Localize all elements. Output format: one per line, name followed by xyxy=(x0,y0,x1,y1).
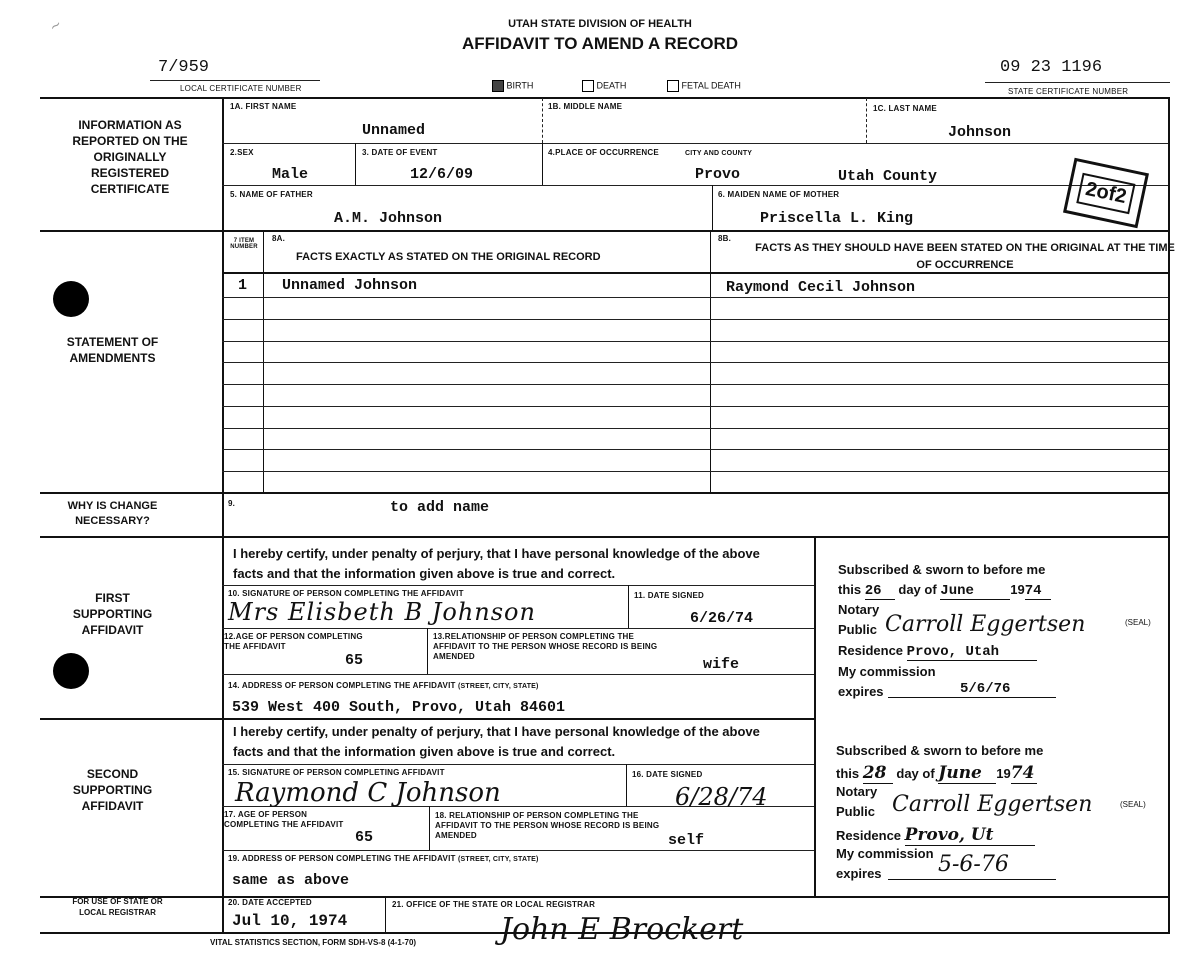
second-rel-value: self xyxy=(668,832,705,849)
notary2-public: Public xyxy=(836,804,876,819)
notary1-year-prefix: 19 xyxy=(1010,582,1025,597)
notary1-day-of: day of xyxy=(898,582,937,597)
notary1-expires-value: 5/6/76 xyxy=(960,681,1011,697)
why-number: 9. xyxy=(228,499,236,508)
notary2-day-of: day of xyxy=(896,766,935,781)
section-why-label: WHY IS CHANGE NECESSARY? xyxy=(67,500,158,527)
notary2-commission: My commission xyxy=(836,846,934,861)
notary1-commission: My commission xyxy=(838,664,936,679)
notary1-residence-label: Residence xyxy=(838,643,904,658)
place-label: 4.PLACE OF OCCURRENCE xyxy=(548,148,659,157)
date-accepted-label: 20. DATE ACCEPTED xyxy=(228,898,312,907)
first-signature: Mrs Elisbeth B Johnson xyxy=(228,598,536,626)
binder-hole-top xyxy=(53,281,89,317)
first-certify-text: I hereby certify, under penalty of perjury, that I have personal knowledge of the above facts and that the information given above is true and correct. xyxy=(233,546,760,581)
first-addr-value: 539 West 400 South, Provo, Utah 84601 xyxy=(232,699,566,716)
first-age-label: 12.AGE OF PERSON COMPLETING THE AFFIDAVIT xyxy=(224,632,363,651)
margin-scribble: ~ xyxy=(46,16,66,36)
first-date-value: 6/26/74 xyxy=(690,610,754,627)
notary2-signature: Carroll Eggertsen xyxy=(892,792,1093,817)
checkbox-fetal-death[interactable] xyxy=(667,80,741,92)
section-first-label: FIRST SUPPORTING AFFIDAVIT xyxy=(72,591,153,637)
last-name-value: Johnson xyxy=(948,124,1012,141)
form-footer: VITAL STATISTICS SECTION, FORM SDH-VS-8 (4-1-70) xyxy=(210,938,417,947)
mother-value: Priscella L. King xyxy=(760,210,914,227)
second-addr-label xyxy=(228,854,539,863)
agency-name: UTAH STATE DIVISION OF HEALTH xyxy=(508,18,692,30)
first-rel-label: 13.RELATIONSHIP OF PERSON COMPLETING THE AFFIDAVIT TO THE PERSON WHOSE RECORD IS BEING AMENDED xyxy=(433,632,658,661)
col8b-header: FACTS AS THEY SHOULD HAVE BEEN STATED ON THE ORIGINAL AT THE TIME OF OCCURRENCE xyxy=(755,242,1175,271)
second-signature: Raymond C Johnson xyxy=(235,778,501,808)
notary2-expires: expires xyxy=(836,866,882,881)
birth-label: BIRTH xyxy=(506,80,534,91)
father-label: 5. NAME OF FATHER xyxy=(230,190,313,199)
notary1-this: this xyxy=(838,582,862,597)
second-age-value: 65 xyxy=(355,829,374,846)
date-accepted-value: Jul 10, 1974 xyxy=(232,912,348,930)
form-title: AFFIDAVIT TO AMEND A RECORD xyxy=(461,34,739,53)
first-age-value: 65 xyxy=(345,652,364,669)
mother-label: 6. MAIDEN NAME OF MOTHER xyxy=(718,190,840,199)
place-county: Utah County xyxy=(838,168,938,185)
date-event-value: 12/6/09 xyxy=(410,166,474,183)
notary2-subscribed: Subscribed & sworn to before me xyxy=(836,743,1044,758)
notary1-public: Public xyxy=(838,622,878,637)
page-stamp-text: 2of2 xyxy=(1077,172,1135,213)
notary1-expires: expires xyxy=(838,684,884,699)
last-name-label: 1C. LAST NAME xyxy=(873,104,937,113)
place-city: Provo xyxy=(695,166,741,183)
checkbox-birth[interactable] xyxy=(492,80,533,92)
section-info-label: INFORMATION AS REPORTED ON THE ORIGINALLY REGISTERED CERTIFICATE xyxy=(72,118,188,196)
section-second-label: SECOND SUPPORTING AFFIDAVIT xyxy=(72,767,153,813)
registrar-office-label: 21. OFFICE OF THE STATE OR LOCAL REGISTRAR xyxy=(392,900,596,909)
first-addr-label-text: 14. ADDRESS OF PERSON COMPLETING THE AFFIDAVIT xyxy=(228,681,456,690)
col8b-number: 8B. xyxy=(718,234,732,243)
local-cert-number: 7/959 xyxy=(158,58,210,77)
notary1-month: June xyxy=(940,583,1010,600)
first-name-label: 1A. FIRST NAME xyxy=(230,102,297,111)
col8a-header: FACTS EXACTLY AS STATED ON THE ORIGINAL RECORD xyxy=(296,251,601,263)
notary1-day: 26 xyxy=(865,583,895,600)
second-sig-label: 15. SIGNATURE OF PERSON COMPLETING AFFIDAVIT xyxy=(228,768,445,777)
middle-name-label: 1B. MIDDLE NAME xyxy=(548,102,623,111)
page-stamp xyxy=(1063,158,1149,229)
notary1-seal: (SEAL) xyxy=(1125,618,1151,627)
first-rel-value: wife xyxy=(703,656,740,673)
date-event-label: 3. DATE OF EVENT xyxy=(362,148,438,157)
notary2-notary: Notary xyxy=(836,784,878,799)
place-sublabel: CITY AND COUNTY xyxy=(685,150,753,157)
notary2-this: this xyxy=(836,766,860,781)
first-addr-label xyxy=(228,681,539,690)
first-date-label: 11. DATE SIGNED xyxy=(634,591,704,600)
notary1-date-line xyxy=(838,582,1051,600)
first-addr-sublabel: (STREET, CITY, STATE) xyxy=(458,683,539,690)
first-name-value: Unnamed xyxy=(362,122,426,139)
notary2-day: 28 xyxy=(863,763,893,784)
notary2-residence-line xyxy=(836,825,1035,846)
second-date-label: 16. DATE SIGNED xyxy=(632,770,703,779)
checkbox-death[interactable] xyxy=(582,80,626,92)
first-sig-label: 10. SIGNATURE OF PERSON COMPLETING THE AFFIDAVIT xyxy=(228,589,464,598)
second-date-value: 6/28/74 xyxy=(675,783,768,811)
death-label: DEATH xyxy=(596,80,627,91)
second-addr-label-text: 19. ADDRESS OF PERSON COMPLETING THE AFFIDAVIT xyxy=(228,854,456,863)
second-rel-label: 18. RELATIONSHIP OF PERSON COMPLETING THE AFFIDAVIT TO THE PERSON WHOSE RECORD IS BEING AMENDED xyxy=(435,811,660,840)
notary1-residence-line xyxy=(838,643,1037,661)
why-value: to add name xyxy=(390,499,490,516)
local-cert-label: LOCAL CERTIFICATE NUMBER xyxy=(180,84,302,93)
father-value: A.M. Johnson xyxy=(334,210,443,227)
notary2-seal: (SEAL) xyxy=(1120,800,1146,809)
notary1-year: 74 xyxy=(1025,583,1051,600)
fetal-death-label: FETAL DEATH xyxy=(681,80,741,91)
notary2-month: June xyxy=(938,763,996,784)
section-amend-label: STATEMENT OF AMENDMENTS xyxy=(66,335,159,365)
state-cert-number: 09 23 1196 xyxy=(1000,58,1103,77)
notary2-residence-label: Residence xyxy=(836,828,902,843)
state-cert-label: STATE CERTIFICATE NUMBER xyxy=(1008,87,1129,96)
binder-hole-bottom xyxy=(53,653,89,689)
notary2-date-line xyxy=(836,763,1037,784)
col8a-number: 8A. xyxy=(272,234,286,243)
notary1-subscribed: Subscribed & sworn to before me xyxy=(838,562,1046,577)
notary1-notary: Notary xyxy=(838,602,880,617)
notary2-expires-value: 5-6-76 xyxy=(938,852,1009,877)
amend-original-1: Unnamed Johnson xyxy=(282,277,418,294)
second-addr-value: same as above xyxy=(232,872,350,889)
sex-label: 2.SEX xyxy=(230,148,254,157)
notary1-residence: Provo, Utah xyxy=(907,644,1037,661)
amend-corrected-1: Raymond Cecil Johnson xyxy=(726,279,916,296)
item-number-label: 7 ITEM NUMBER xyxy=(230,238,258,250)
notary2-residence: Provo, Ut xyxy=(905,825,1035,846)
notary1-signature: Carroll Eggertsen xyxy=(885,612,1086,637)
amend-item-1: 1 xyxy=(238,277,248,294)
notary2-year: 74 xyxy=(1011,763,1037,784)
registrar-signature: John E Brockert xyxy=(500,912,744,947)
second-age-label: 17. AGE OF PERSON COMPLETING THE AFFIDAVIT xyxy=(224,810,344,829)
second-certify-text: I hereby certify, under penalty of perjury, that I have personal knowledge of the above facts and that the information given above is true and correct. xyxy=(233,724,760,759)
sex-value: Male xyxy=(272,166,309,183)
section-registrar-label: FOR USE OF STATE OR LOCAL REGISTRAR xyxy=(72,897,163,917)
second-addr-sublabel: (STREET, CITY, STATE) xyxy=(458,856,539,863)
notary2-year-prefix: 19 xyxy=(996,766,1011,781)
